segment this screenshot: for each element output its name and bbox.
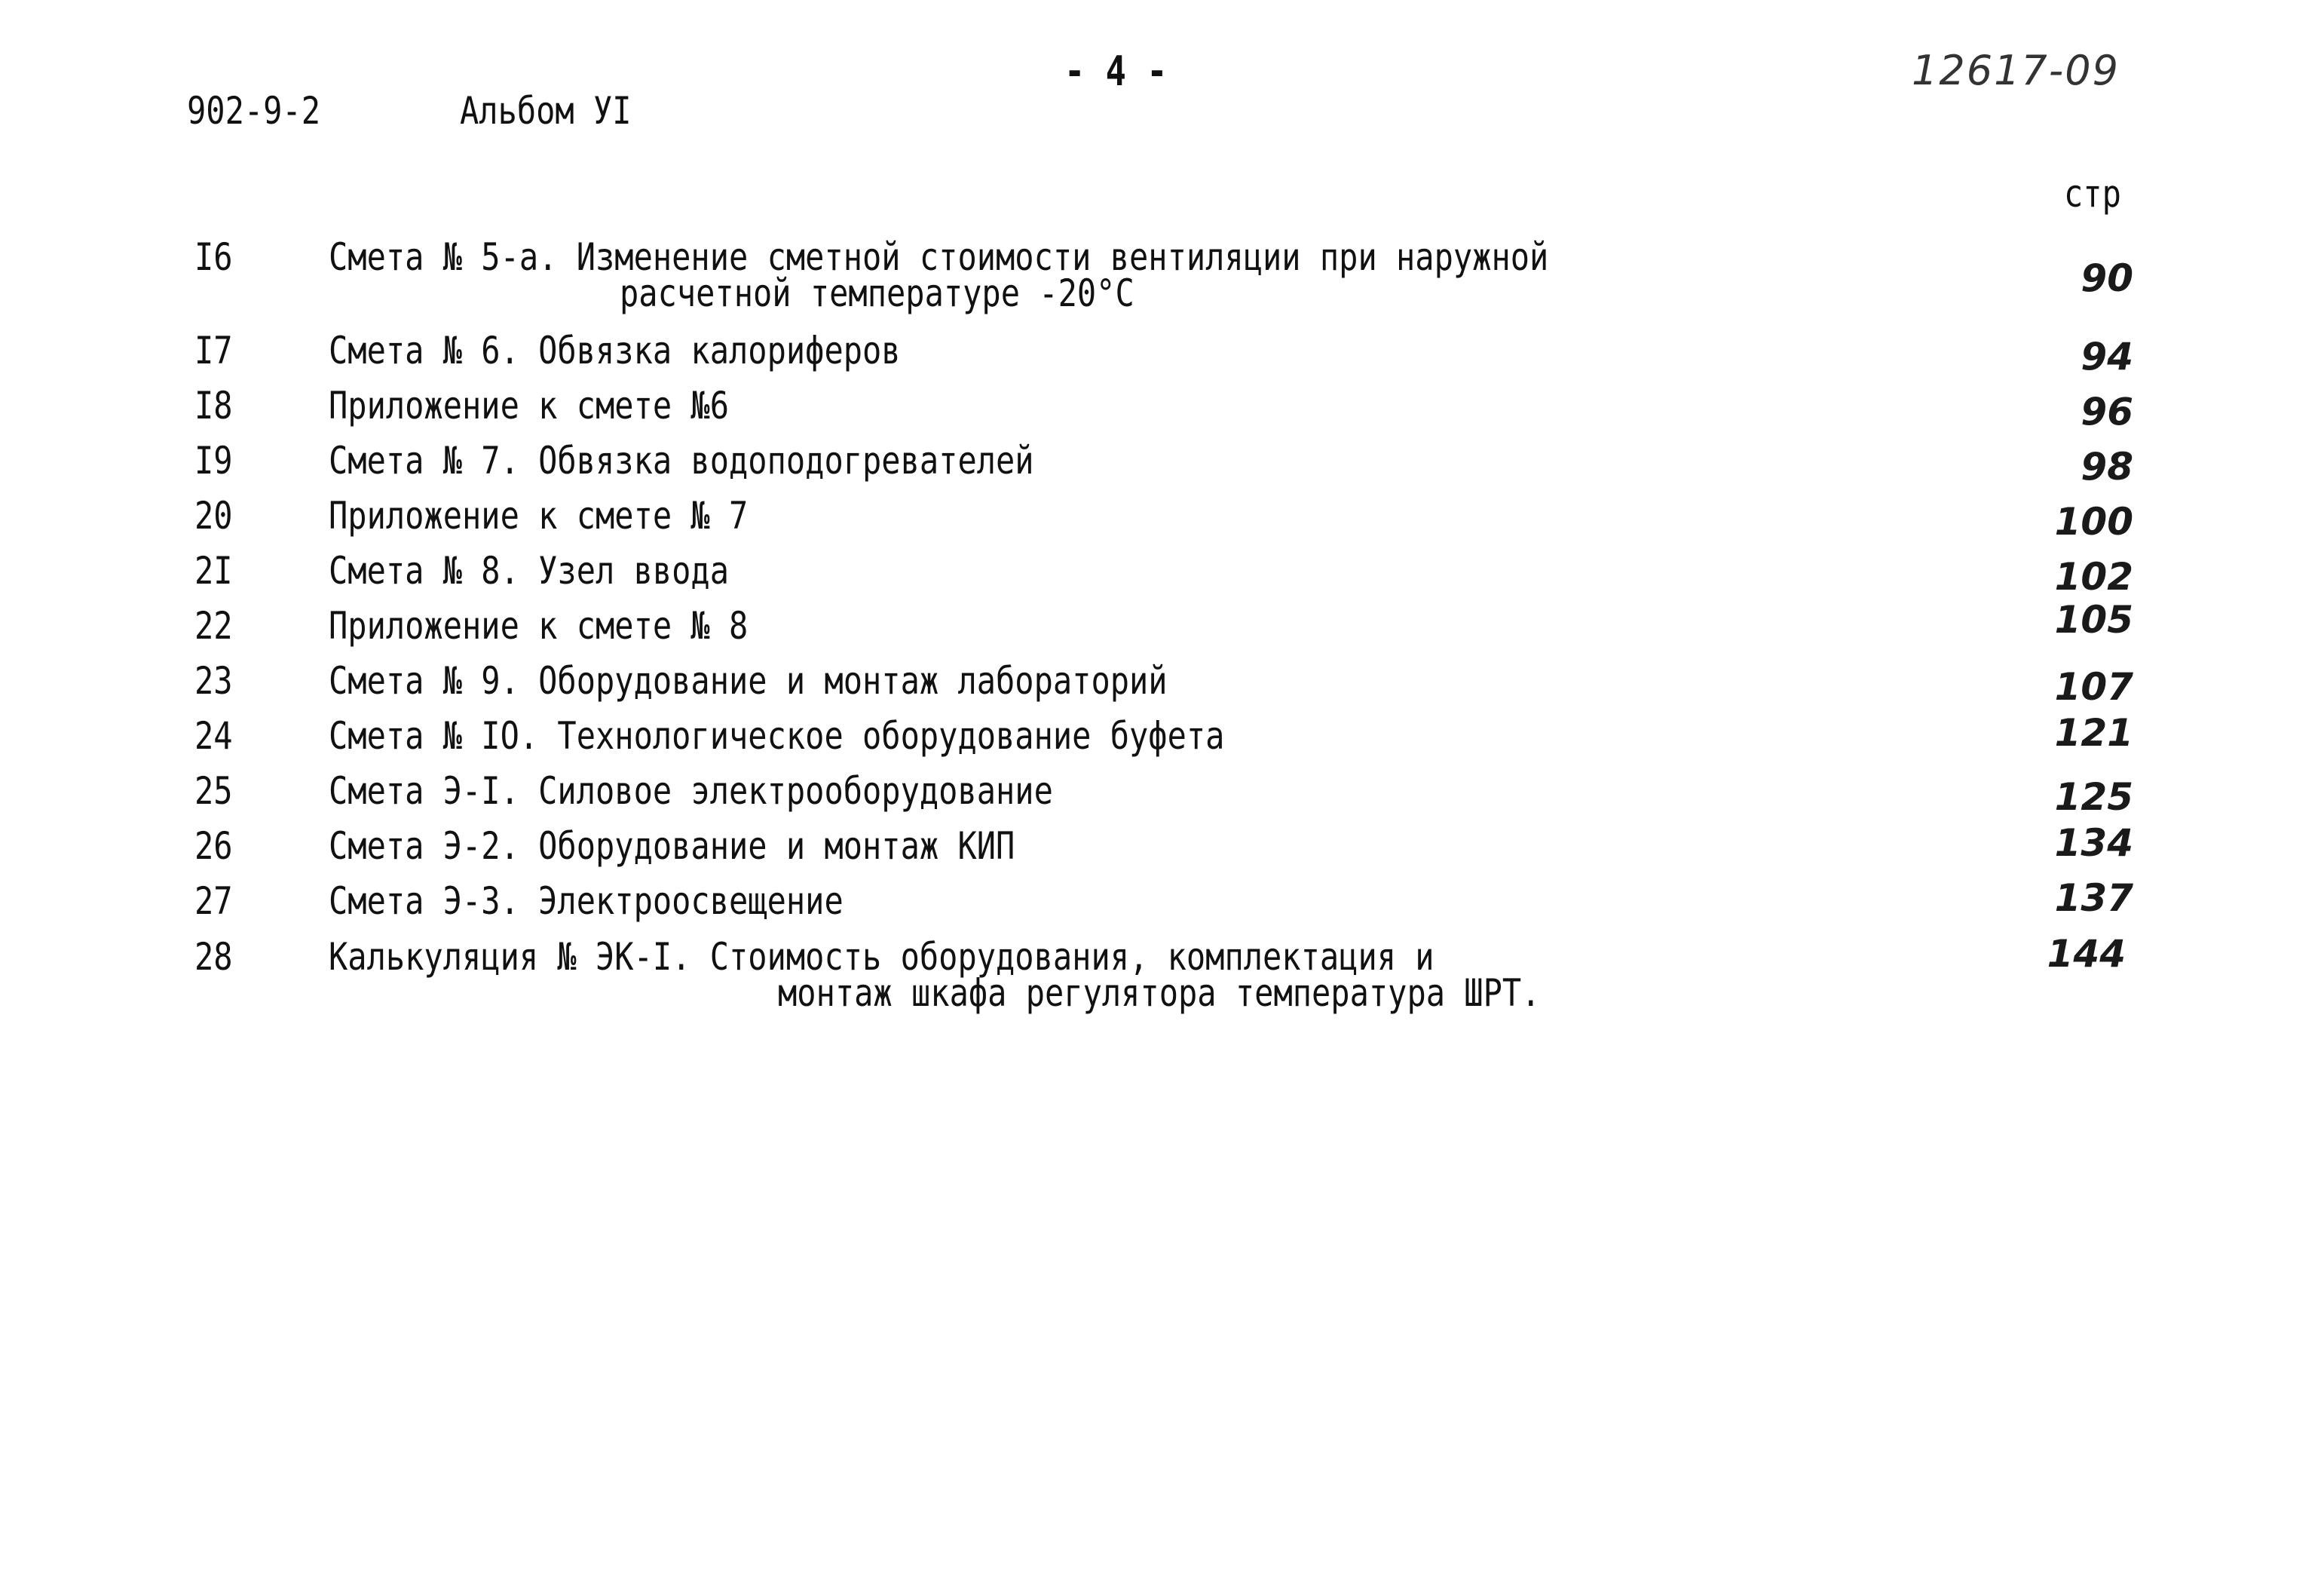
list-item bbox=[0, 769, 2324, 819]
item-title: Смета Э-3. Электроосвещение bbox=[329, 879, 844, 923]
item-number: 25 bbox=[194, 769, 233, 813]
item-number: I6 bbox=[194, 235, 233, 279]
list-item bbox=[0, 329, 2324, 379]
item-title: Приложение к смете № 7 bbox=[329, 494, 749, 538]
item-page: 144 bbox=[2047, 932, 2126, 976]
item-title-continuation: расчетной температуре -20°С bbox=[620, 271, 1134, 315]
item-number: 23 bbox=[194, 659, 233, 703]
item-number: 22 bbox=[194, 604, 233, 648]
item-page: 94 bbox=[2081, 335, 2133, 379]
item-page: 105 bbox=[2054, 598, 2133, 642]
item-number: I7 bbox=[194, 329, 233, 372]
list-item bbox=[0, 821, 2324, 872]
item-title: Калькуляция № ЭК-I. Стоимость оборудования, комплектация и bbox=[329, 935, 1435, 979]
item-number: I9 bbox=[194, 439, 233, 483]
item-number: 26 bbox=[194, 824, 233, 868]
item-number: 2I bbox=[194, 549, 233, 593]
list-item bbox=[0, 384, 2324, 434]
item-page: 90 bbox=[2081, 256, 2133, 300]
item-page: 102 bbox=[2054, 555, 2133, 599]
handwritten-archive-number: 12617-09 bbox=[1912, 47, 2120, 94]
list-item bbox=[0, 235, 2324, 315]
item-page: 98 bbox=[2081, 445, 2133, 489]
item-page: 121 bbox=[2054, 711, 2133, 755]
item-number: 20 bbox=[194, 494, 233, 538]
item-title: Смета № 6. Обвязка калориферов bbox=[329, 329, 901, 372]
item-title: Смета № 5-а. Изменение сметной стоимости вентиляции при наружной bbox=[329, 235, 1549, 279]
item-title: Смета № 9. Оборудование и монтаж лабораторий bbox=[329, 659, 1168, 703]
item-number: 27 bbox=[194, 879, 233, 923]
item-page: 107 bbox=[2054, 665, 2133, 709]
album-title: Альбом УI bbox=[460, 89, 632, 133]
page-number: - 4 - bbox=[1064, 48, 1168, 95]
item-title: Смета Э-2. Оборудование и монтаж КИП bbox=[329, 824, 1015, 868]
list-item bbox=[0, 439, 2324, 489]
list-item bbox=[0, 598, 2324, 652]
item-number: I8 bbox=[194, 384, 233, 428]
list-item bbox=[0, 549, 2324, 599]
document-code: 902-9-2 bbox=[187, 89, 321, 133]
page-column-label: стр bbox=[2064, 172, 2121, 216]
item-title: Приложение к смете №6 bbox=[329, 384, 730, 428]
item-title: Смета № 7. Обвязка водоподогревателей bbox=[329, 439, 1034, 483]
item-title: Смета № IO. Технологическое оборудование буфета bbox=[329, 714, 1225, 758]
item-page: 100 bbox=[2054, 500, 2133, 544]
list-item bbox=[0, 659, 2324, 709]
item-page: 96 bbox=[2081, 390, 2133, 434]
item-page: 137 bbox=[2054, 876, 2133, 920]
item-title: Смета Э-I. Силовое электрооборудование bbox=[329, 769, 1053, 813]
item-number: 28 bbox=[194, 935, 233, 979]
list-item bbox=[0, 876, 2324, 927]
item-title: Приложение к смете № 8 bbox=[329, 604, 749, 648]
item-number: 24 bbox=[194, 714, 233, 758]
item-title-continuation: монтаж шкафа регулятора температура ШРТ. bbox=[778, 971, 1541, 1015]
item-title: Смета № 8. Узел ввода bbox=[329, 549, 730, 593]
list-item bbox=[0, 494, 2324, 544]
list-item bbox=[0, 932, 2324, 1015]
item-page: 134 bbox=[2054, 821, 2133, 865]
list-item bbox=[0, 711, 2324, 762]
item-page: 125 bbox=[2054, 775, 2133, 819]
